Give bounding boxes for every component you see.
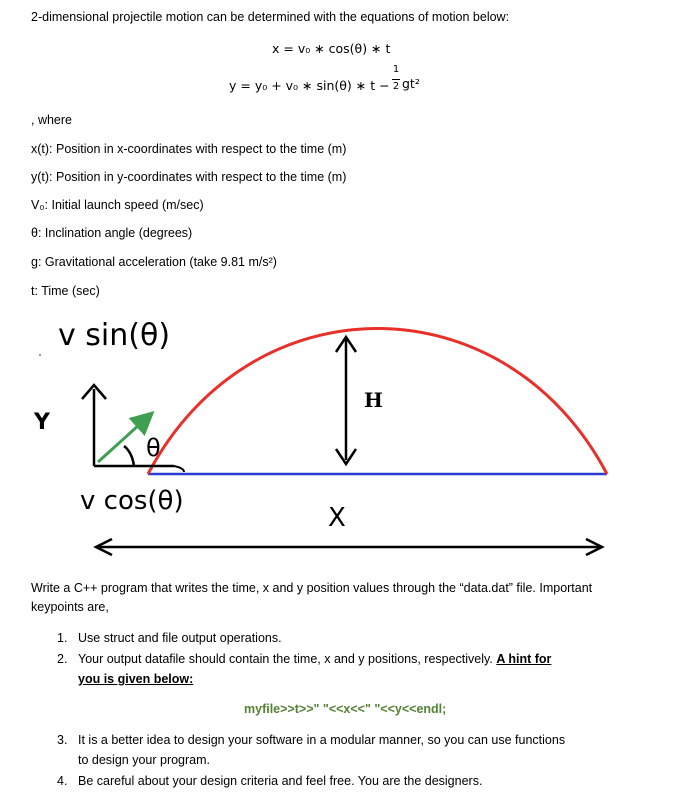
label-h: H (364, 388, 383, 412)
intro-text: 2-dimensional projectile motion can be determined with the equations of motion below: (31, 10, 510, 24)
list-number-3: 3. (57, 733, 68, 747)
list-number-1: 1. (57, 631, 68, 645)
x-equation: x = v₀ ∗ cos(θ) ∗ t (272, 41, 391, 56)
definition-x: x(t): Position in x-coordinates with respect to the time (m) (31, 142, 347, 156)
list-item-2-cont (78, 672, 193, 686)
angle-arc (124, 446, 134, 466)
task-line-2: keypoints are, (31, 600, 109, 614)
definition-y: y(t): Position in y-coordinates with respect to the time (m) (31, 170, 347, 184)
label-theta: θ (146, 434, 161, 462)
definition-t: t: Time (sec) (31, 284, 100, 298)
hint-label-cont: you is given below: (78, 672, 194, 686)
list-item-4: Be careful about your design criteria and feel free. You are the designers. (78, 774, 483, 788)
y-eq-tail: gt² (402, 76, 420, 91)
list-item-3-cont: to design your program. (78, 753, 211, 767)
label-vsin: v sin(θ) (58, 318, 171, 353)
definition-theta: θ: Inclination angle (degrees) (31, 226, 193, 240)
label-y: Y (34, 410, 50, 435)
list-number-4: 4. (57, 774, 68, 788)
definition-g: g: Gravitational acceleration (take 9.81 m/s²) (31, 255, 277, 269)
where-text: , where (31, 113, 72, 127)
hint-label: A hint for (496, 652, 552, 666)
y-eq-numerator: 1 (392, 64, 400, 75)
label-vcos: v cos(θ) (80, 486, 184, 516)
list-item-1: Use struct and file output operations. (78, 631, 282, 645)
list-item-2 (78, 652, 551, 666)
task-line-1: Write a C++ program that writes the time, x and y position values through the “data.dat” file. Important (31, 581, 593, 595)
origin-x-tip (174, 466, 184, 472)
list-item-2-text: Your output datafile should contain the time, x and y positions, respectively. (78, 652, 493, 666)
hint-code: myfile>>t>>" "<<x<<" "<<y<<endl; (244, 702, 447, 716)
y-eq-denominator: 2 (392, 81, 400, 92)
y-equation: y = y₀ + v₀ ∗ sin(θ) ∗ t − (229, 78, 390, 93)
stray-dot (39, 354, 41, 356)
velocity-vector (98, 415, 150, 462)
list-item-3: It is a better idea to design your software in a modular manner, so you can use functions (78, 733, 566, 747)
label-x: X (328, 503, 346, 533)
definition-v0: V₀: Initial launch speed (m/sec) (31, 198, 204, 212)
list-number-2: 2. (57, 652, 68, 666)
